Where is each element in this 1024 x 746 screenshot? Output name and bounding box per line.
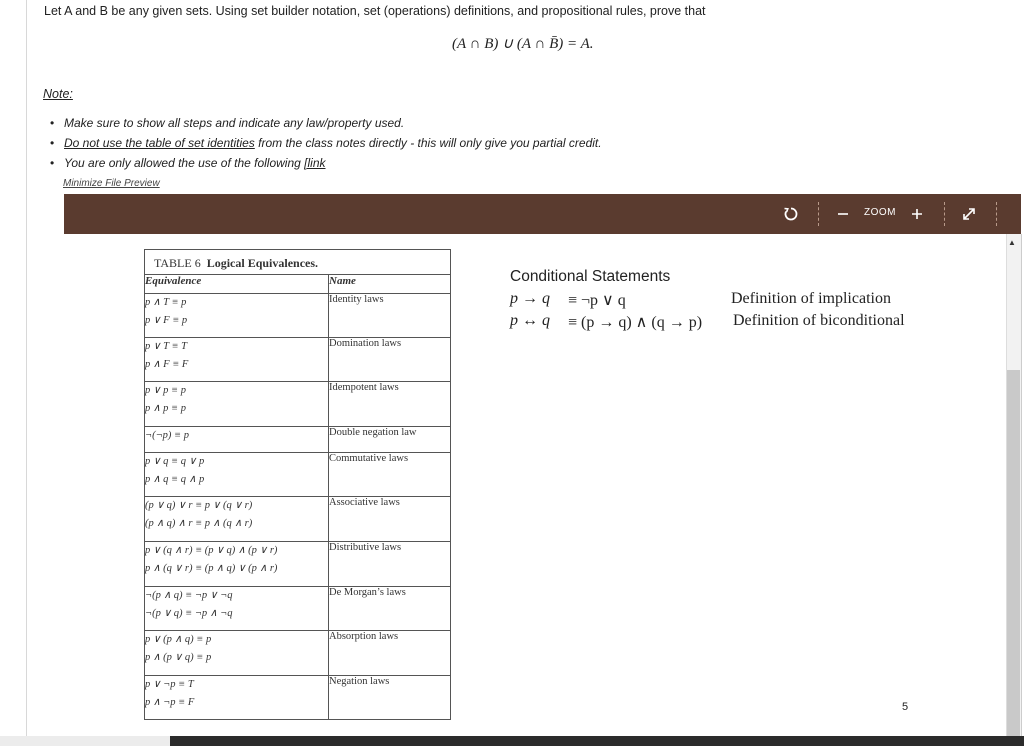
table-row [145,382,451,427]
table-row [145,338,451,382]
law-name: Commutative laws [329,453,451,497]
equivalence-line: p ∧ ¬p ≡ F [145,697,195,708]
table-row [145,587,451,631]
equivalence-line: p ∧ (q ∨ r) ≡ (p ∧ q) ∨ (p ∧ r) [145,563,278,574]
expand-icon [961,206,977,222]
zoom-label: ZOOM [864,207,896,218]
scrollbar-thumb[interactable] [1007,370,1020,736]
conditional-label: Definition of biconditional [733,312,905,329]
page-number: 5 [902,701,909,713]
table-row [145,294,451,338]
table-row [145,676,451,720]
equivalence-line: p ∧ T ≡ p [145,297,187,308]
rotate-icon [783,206,799,222]
rotate-button[interactable] [780,204,802,224]
minimize-preview-link[interactable]: Minimize File Preview [63,178,160,189]
table-row [145,542,451,587]
equivalence-line: (p ∧ q) ∧ r ≡ p ∧ (q ∧ r) [145,518,253,529]
law-name: Associative laws [329,497,451,542]
note-bullet: • Do not use the table of set identities from the class notes directly - this will only give you partial credit. [50,135,602,155]
equivalence-line: p ∧ q ≡ q ∧ p [145,474,205,485]
equivalence-line: p ∧ p ≡ p [145,403,187,414]
law-name: Distributive laws [329,542,451,587]
law-name: Double negation law [329,427,451,453]
equivalence-line: p ∨ p ≡ p [145,385,187,396]
law-name: Identity laws [329,294,451,338]
conditional-lhs: p → q [510,290,550,307]
taskbar-strip [170,736,1024,746]
equivalence-line: p ∧ F ≡ F [145,359,189,370]
conditional-line [510,290,550,308]
note-bullets [50,115,602,175]
equivalence-line: p ∨ (q ∧ r) ≡ (p ∨ q) ∧ (p ∨ r) [145,545,278,556]
table-caption-title: Logical Equivalences. [206,256,319,270]
equivalence-line: p ∧ (p ∨ q) ≡ p [145,652,212,663]
table-row [145,497,451,542]
conditional-title: Conditional Statements [510,268,671,285]
equivalence-line: p ∨ ¬p ≡ T [145,679,194,690]
table-caption-prefix: TABLE 6 [154,256,201,270]
note-bullet[interactable]: • You are only allowed the use of the following [link [50,155,602,175]
question-formula: (A ∩ B) ∪ (A ∩ B̄) = A. [452,36,594,52]
logical-equivalences-table [144,249,451,720]
expand-button[interactable] [958,204,980,224]
scroll-up-arrow-icon[interactable]: ▲ [1008,238,1016,247]
toolbar-separator [944,202,946,226]
zoom-in-button[interactable] [908,204,926,224]
equivalence-line: ¬(p ∧ q) ≡ ¬p ∨ ¬q [145,590,233,601]
conditional-rhs: ≡ (p → q) ∧ (q → p) [568,314,703,331]
conditional-line [510,312,550,330]
law-name: Idempotent laws [329,382,451,427]
bottom-strip [0,736,170,746]
equivalence-line: p ∨ (p ∧ q) ≡ p [145,634,212,645]
left-border [26,0,27,746]
equivalence-line: p ∨ F ≡ p [145,315,188,326]
zoom-out-button[interactable] [834,204,852,224]
table-caption [145,250,451,275]
note-label: Note: [43,87,73,101]
table-row [145,427,451,453]
col-header-name: Name [329,275,451,294]
preview-toolbar [64,194,1021,234]
conditional-label: Definition of implication [731,290,891,307]
equivalence-line: p ∨ T ≡ T [145,341,188,352]
law-name: De Morgan’s laws [329,587,451,631]
conditional-rhs: ≡ ¬p ∨ q [568,292,626,309]
conditional-statements [510,268,670,286]
equivalence-line: p ∨ q ≡ q ∨ p [145,456,205,467]
equivalence-line: (p ∨ q) ∨ r ≡ p ∨ (q ∨ r) [145,500,253,511]
table-row [145,631,451,676]
equivalence-line: ¬(¬p) ≡ p [145,430,189,441]
question-prompt: Let A and B be any given sets. Using set builder notation, set (operations) definitions, and propositional rules, prove that [44,4,706,18]
minus-icon [837,208,849,220]
toolbar-separator [818,202,820,226]
table-row [145,453,451,497]
note-bullet: • Make sure to show all steps and indicate any law/property used. [50,115,602,135]
law-name: Negation laws [329,676,451,720]
col-header-equivalence: Equivalence [145,275,329,294]
equivalence-line: ¬(p ∨ q) ≡ ¬p ∧ ¬q [145,608,233,619]
toolbar-separator [996,202,998,226]
conditional-lhs: p ↔ q [510,312,550,329]
law-name: Absorption laws [329,631,451,676]
plus-icon [911,208,923,220]
law-name: Domination laws [329,338,451,382]
